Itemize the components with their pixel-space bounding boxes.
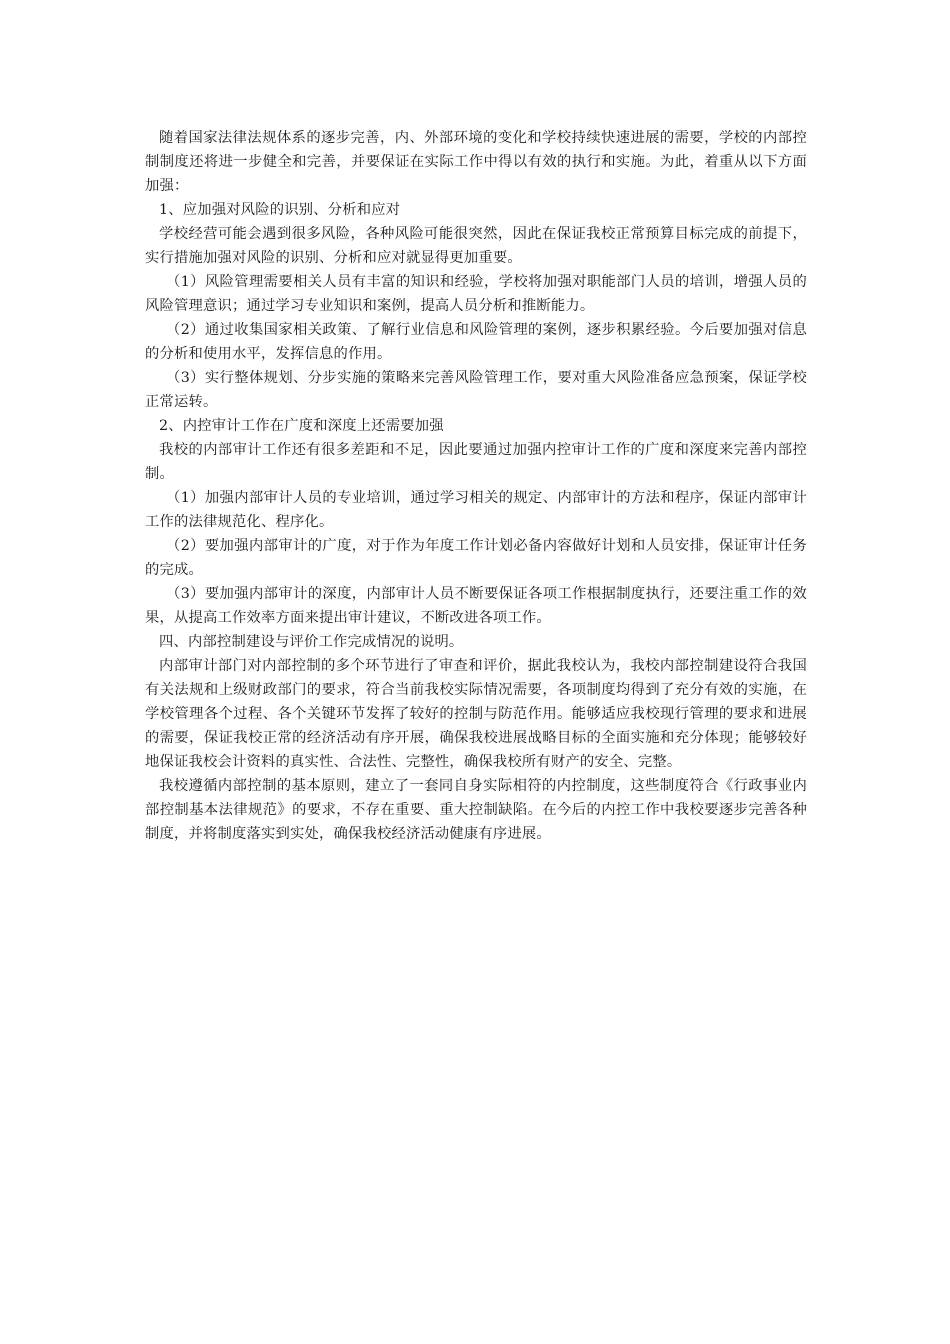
heading-risk-identification: 1、应加强对风险的识别、分析和应对	[159, 202, 401, 218]
list-item-risk-1: （1）风险管理需要相关人员有丰富的知识和经验，学校将加强对职能部门人员的培训，增强人员的风险管理意识；通过学习专业知识和案例，提高人员分析和推断能力。	[145, 274, 807, 314]
paragraph-conclusion: 我校遵循内部控制的基本原则，建立了一套同自身实际相符的内控制度，这些制度符合《行政事业内部控制基本法律规范》的要求，不存在重要、重大控制缺陷。在今后的内控工作中我校要逐步完善各种制度，并将制度落实到实处，确保我校经济活动健康有序进展。	[145, 778, 807, 842]
list-item-risk-2: （2）通过收集国家相关政策、了解行业信息和风险管理的案例，逐步积累经验。今后要加强对信息的分析和使用水平，发挥信息的作用。	[145, 322, 807, 362]
document-page	[145, 126, 807, 846]
list-item-audit-1: （1）加强内部审计人员的专业培训，通过学习相关的规定、内部审计的方法和程序，保证内部审计工作的法律规范化、程序化。	[145, 490, 807, 530]
heading-internal-audit: 2、内控审计工作在广度和深度上还需要加强	[159, 418, 444, 434]
list-item-audit-3: （3）要加强内部审计的深度，内部审计人员不断要保证各项工作根据制度执行，还要注重工作的效果，从提高工作效率方面来提出审计建议，不断改进各项工作。	[145, 586, 807, 626]
paragraph-evaluation: 内部审计部门对内部控制的多个环节进行了审查和评价，据此我校认为，我校内部控制建设符合我国有关法规和上级财政部门的要求，符合当前我校实际情况需要，各项制度均得到了充分有效的实施，在学校管理各个过程、各个关键环节发挥了较好的控制与防范作用。能够适应我校现行管理的要求和进展的需要，保证我校正常的经济活动有序开展，确保我校进展战略目标的全面实施和充分体现；能够较好地保证我校会计资料的真实性、合法性、完整性，确保我校所有财产的安全、完整。	[145, 658, 807, 770]
list-item-risk-3: （3）实行整体规划、分步实施的策略来完善风险管理工作，要对重大风险准备应急预案，保证学校正常运转。	[145, 370, 807, 410]
list-item-audit-2: （2）要加强内部审计的广度，对于作为年度工作计划必备内容做好计划和人员安排，保证审计任务的完成。	[145, 538, 807, 578]
heading-section-four: 四、内部控制建设与评价工作完成情况的说明。	[159, 634, 464, 650]
paragraph-risk-overview: 学校经营可能会遇到很多风险，各种风险可能很突然，因此在保证我校正常预算目标完成的前提下，实行措施加强对风险的识别、分析和应对就显得更加重要。	[145, 226, 807, 266]
paragraph-intro: 随着国家法律法规体系的逐步完善，内、外部环境的变化和学校持续快速进展的需要，学校的内部控制制度还将进一步健全和完善，并要保证在实际工作中得以有效的执行和实施。为此，着重从以下方面加强：	[145, 130, 807, 194]
paragraph-audit-overview: 我校的内部审计工作还有很多差距和不足，因此要通过加强内控审计工作的广度和深度来完善内部控制。	[145, 442, 807, 482]
